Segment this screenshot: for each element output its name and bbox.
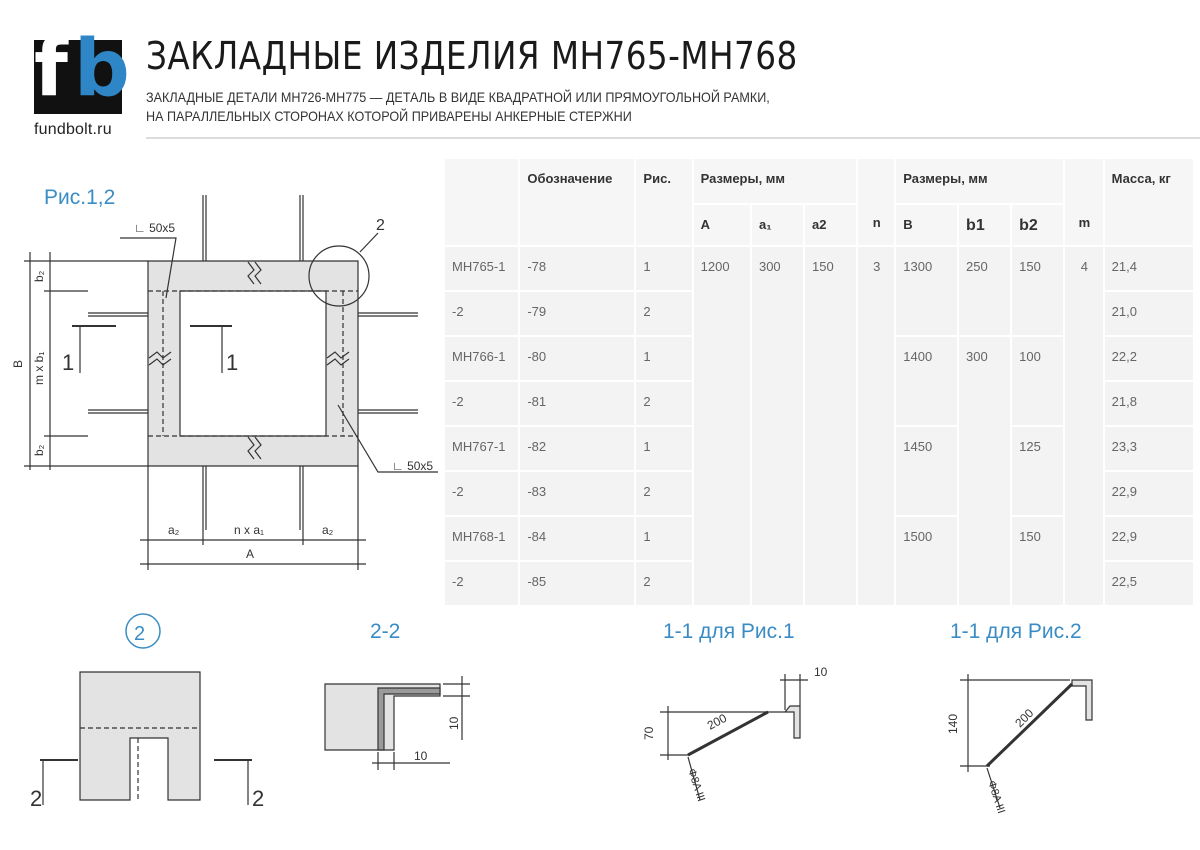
cut-1-left: 1 xyxy=(62,350,75,375)
cell-code: -80 xyxy=(519,336,635,381)
angle-label-top: ∟ 50x5 xyxy=(134,221,176,235)
th-mass: Масса, кг xyxy=(1104,158,1194,246)
cell-fig: 1 xyxy=(635,246,692,291)
cut-2-right: 2 xyxy=(252,786,265,811)
subtitle-line-1: ЗАКЛАДНЫЕ ДЕТАЛИ МН726-МН775 — ДЕТАЛЬ В ВИДЕ КВАДРАТНОЙ ИЛИ ПРЯМОУГОЛЬНОЙ РАМКИ, xyxy=(146,89,770,105)
th-A: A xyxy=(693,204,751,246)
s2-dim-140: 140 xyxy=(946,713,960,734)
section-1-1-fig2-label: 1-1 для Рис.2 xyxy=(950,620,1082,643)
cell-b1: 250 xyxy=(958,246,1011,336)
s1-dim-70: 70 xyxy=(642,726,656,740)
cut-2-left: 2 xyxy=(30,786,43,811)
s1-dim-10: 10 xyxy=(814,665,828,679)
cell-fig: 1 xyxy=(635,516,692,561)
fig-1-2-label: Рис.1,2 xyxy=(44,186,116,209)
cell-fig: 2 xyxy=(635,471,692,516)
cell-B: 1500 xyxy=(895,516,958,606)
logo-f: f xyxy=(34,24,68,114)
cell-mark: -2 xyxy=(444,561,519,606)
th-designation: Обозначение xyxy=(519,158,635,246)
th-m: m xyxy=(1064,158,1103,246)
th-mark xyxy=(444,158,519,246)
cell-b2: 150 xyxy=(1011,246,1064,336)
cell-b2: 125 xyxy=(1011,426,1064,516)
cell-A: 1200 xyxy=(693,246,751,606)
cell-mark: МН767-1 xyxy=(444,426,519,471)
s1-dim-200: 200 xyxy=(704,710,730,733)
dim-B: B xyxy=(11,359,25,368)
cell-code: -82 xyxy=(519,426,635,471)
cell-a2: 150 xyxy=(804,246,857,606)
cell-mass: 21,0 xyxy=(1104,291,1194,336)
cell-mass: 22,2 xyxy=(1104,336,1194,381)
angle-label-bottom: ∟ 50x5 xyxy=(392,459,434,473)
th-b1: b1 xyxy=(958,204,1011,246)
cell-B: 1400 xyxy=(895,336,958,426)
cell-mark: -2 xyxy=(444,471,519,516)
cell-m: 4 xyxy=(1064,246,1103,606)
cut-1-right: 1 xyxy=(226,350,239,375)
th-n: n xyxy=(857,158,895,246)
cell-code: -78 xyxy=(519,246,635,291)
cell-mass: 21,4 xyxy=(1104,246,1194,291)
callout-2: 2 xyxy=(376,217,385,234)
cell-B: 1300 xyxy=(895,246,958,336)
dim-10-horizontal: 10 xyxy=(414,749,428,763)
cell-mass: 22,9 xyxy=(1104,471,1194,516)
cell-fig: 1 xyxy=(635,336,692,381)
cell-code: -83 xyxy=(519,471,635,516)
cell-mass: 22,5 xyxy=(1104,561,1194,606)
cell-fig: 1 xyxy=(635,426,692,471)
th-a2: a2 xyxy=(804,204,857,246)
cell-mark: -2 xyxy=(444,291,519,336)
cell-fig: 2 xyxy=(635,381,692,426)
dim-b2-top: b₂ xyxy=(32,270,46,282)
section-2-2-label: 2-2 xyxy=(370,620,401,643)
cell-fig: 2 xyxy=(635,291,692,336)
table-row xyxy=(444,246,1194,291)
th-b2: b2 xyxy=(1011,204,1064,246)
dim-m-b1: m x b₁ xyxy=(32,351,46,385)
th-B: B xyxy=(895,204,958,246)
th-sizes-1: Размеры, мм xyxy=(693,158,857,204)
cell-mark: -2 xyxy=(444,381,519,426)
cell-B: 1450 xyxy=(895,426,958,516)
cell-b1: 300 xyxy=(958,336,1011,606)
th-a1: a₁ xyxy=(751,204,804,246)
cell-b2: 150 xyxy=(1011,516,1064,606)
cell-mark: МН768-1 xyxy=(444,516,519,561)
cell-n: 3 xyxy=(857,246,895,606)
cell-a1: 300 xyxy=(751,246,804,606)
page-title: ЗАКЛАДНЫЕ ИЗДЕЛИЯ МН765-МН768 xyxy=(146,34,798,78)
site-name: fundbolt.ru xyxy=(34,121,112,138)
cell-fig: 2 xyxy=(635,561,692,606)
subtitle-line-2: НА ПАРАЛЛЕЛЬНЫХ СТОРОНАХ КОТОРОЙ ПРИВАРЕНЫ АНКЕРНЫЕ СТЕРЖНИ xyxy=(146,108,632,124)
cell-code: -81 xyxy=(519,381,635,426)
s2-rod-label: Φ8A III xyxy=(985,779,1008,816)
th-sizes-2: Размеры, мм xyxy=(895,158,1064,204)
dim-a2-left: a₂ xyxy=(168,523,180,537)
logo-b: b xyxy=(74,24,130,114)
cell-code: -84 xyxy=(519,516,635,561)
cell-mass: 22,9 xyxy=(1104,516,1194,561)
dim-n-a1: n x a₁ xyxy=(234,523,265,537)
s1-rod-label: Φ8A III xyxy=(685,767,708,804)
s2-dim-200: 200 xyxy=(1012,706,1037,731)
th-fig: Рис. xyxy=(635,158,692,246)
spec-table xyxy=(443,157,1195,607)
cell-mass: 23,3 xyxy=(1104,426,1194,471)
detail-2-marker: 2 xyxy=(134,623,146,645)
cell-mass: 21,8 xyxy=(1104,381,1194,426)
cell-mark: МН766-1 xyxy=(444,336,519,381)
dim-a2-right: a₂ xyxy=(322,523,334,537)
dim-A: A xyxy=(246,547,255,561)
cell-mark: МН765-1 xyxy=(444,246,519,291)
cell-code: -79 xyxy=(519,291,635,336)
dim-b2-bottom: b₂ xyxy=(32,444,46,456)
dim-10-vertical: 10 xyxy=(447,716,461,730)
section-1-1-fig1-label: 1-1 для Рис.1 xyxy=(663,620,795,643)
cell-code: -85 xyxy=(519,561,635,606)
cell-b2: 100 xyxy=(1011,336,1064,426)
embedded-frame xyxy=(148,261,358,466)
